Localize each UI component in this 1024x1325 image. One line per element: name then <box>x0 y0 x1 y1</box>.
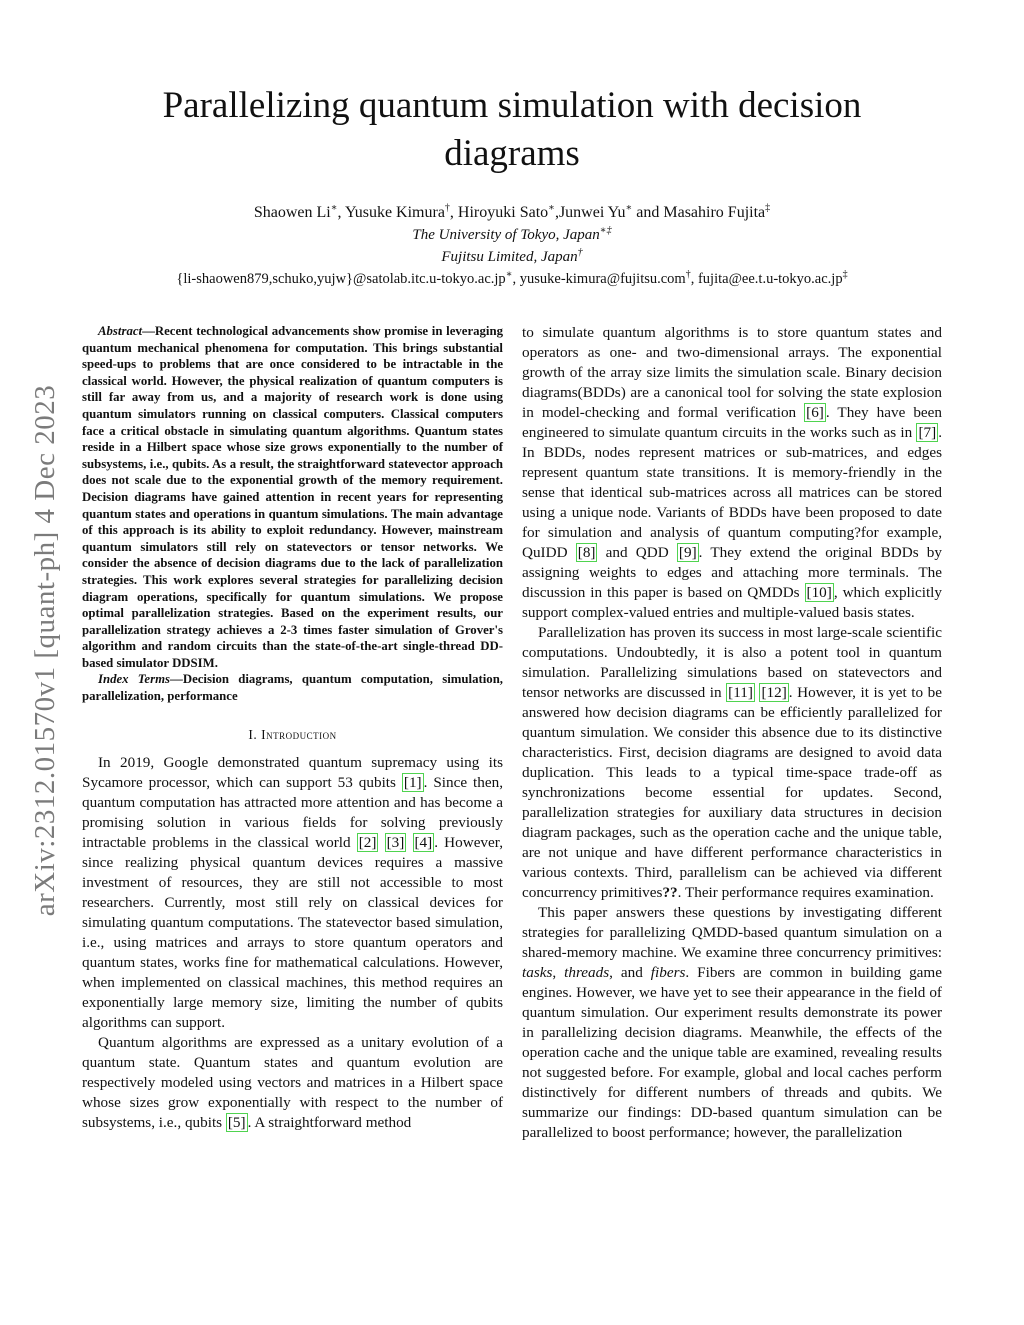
email-text: {li-shaowen879,schuko,yujw}@satolab.itc.u-tokyo.ac.jp <box>176 271 506 287</box>
right-paragraph-2 <box>522 623 942 903</box>
text-run: . In BDDs, nodes represent matrices or sub-matrices, and edges represent quantum state transitions. It is memory-friendly in the sense that identical sub-matrices across all matrices can be stored using a unique node. Variants of BDDs have been proposed to date for simulation and analysis of quantum computing?for example, QuIDD <box>522 424 942 561</box>
email-mark: † <box>685 269 691 281</box>
citation-link[interactable]: [12] <box>761 684 787 701</box>
affiliation-fujitsu <box>80 246 944 268</box>
right-paragraph-1 <box>522 323 942 623</box>
index-terms-label: Index Terms <box>98 672 171 687</box>
section-heading-introduction <box>82 727 503 743</box>
affiliation-tokyo <box>80 224 944 246</box>
abstract <box>82 323 503 671</box>
author-mark: ∗ <box>548 202 555 214</box>
author-mark: † <box>444 202 450 214</box>
affiliation-mark: ∗‡ <box>599 225 612 236</box>
email-mark: ∗ <box>505 269 513 281</box>
author-block <box>80 202 944 290</box>
citation-link[interactable]: [1] <box>403 773 422 791</box>
author-name: Hiroyuki Sato <box>457 204 549 221</box>
citation-link[interactable]: [5] <box>227 1113 246 1131</box>
author-separator: and <box>632 204 664 221</box>
text-run: , which explicitly support complex-valued entries and multiple-valued basis states. <box>522 584 942 621</box>
citation-link[interactable]: [3] <box>386 833 405 851</box>
intro-paragraph-1 <box>82 753 503 1033</box>
email-text: yusuke-kimura@fujitsu.com <box>519 271 686 287</box>
term-threads: threads <box>564 964 610 981</box>
left-column <box>82 323 503 1133</box>
section-number: I. <box>248 726 262 742</box>
author-name: Yusuke Kimura <box>344 204 445 221</box>
affiliation-text: The University of Tokyo, Japan <box>412 227 600 243</box>
citation-link[interactable]: [8] <box>577 544 596 561</box>
intro-paragraph-2 <box>82 1033 503 1133</box>
text-run: . However, it is yet to be answered how decision diagrams can be efficiently parallelized for quantum simulation. We consider this absence due to its distinctive characteristics. First, decision diagrams are designed to avoid data duplication. This leads to a typical time-space trade-off as synchronizations become essential for updates. Second, parallelization strategies for auxiliary data structures in decision diagram packages, such as the operation cache and the unique table, are not unique and have different performance characteristics in various contexts. Third, parallelism can be achieved via different concurrency primitives <box>522 684 943 901</box>
term-fibers: fibers <box>650 964 686 981</box>
author-mark: ∗ <box>330 202 338 214</box>
affiliation-mark: † <box>577 247 583 258</box>
paper-title: Parallelizing quantum simulation with decision diagrams <box>162 85 862 174</box>
right-column <box>522 323 942 1143</box>
index-terms-text: Decision diagrams, quantum computation, simulation, parallelization, performance <box>82 672 504 704</box>
text-run: . A straightforward method <box>247 1113 412 1131</box>
term-tasks: tasks <box>522 964 553 981</box>
text-run: This paper answers these questions by investigating different strategies for parallelizing QMDD-based quantum simulation on a shared-memory machine. We examine three concurrency primitives: <box>522 904 942 961</box>
abstract-text: Recent technological advancements show promise in leveraging quantum mechanical phenomena for computation. This brings substantial speed-ups to problems that are once considered to be intractable in the classical world. However, the physical realization of quantum computers is still far away from us, and a majority of research work is done using quantum simulators running on classical computers. Classical computers face a critical obstacle in simulating quantum algorithms. Quantum states reside in a Hilbert space whose size grows exponentially to the number of subsystems, i.e., qubits. As a result, the straightforward statevector approach does not scale due to the exponential growth of the memory requirement. Decision diagrams have gained attention in recent years for representing quantum states and operations in quantum simulations. The main advantage of this approach is its ability to exploit redundancy. However, mainstream quantum simulators still rely on statevectors or tensor networks. We consider the absence of decision diagrams due to the lack of parallelization strategies. This work explores several strategies for parallelizing decision diagram operations, specifically for quantum simulations. We propose optimal parallelization strategies. Based on the experiment results, our parallelization strategy achieves a 2-3 times faster simulation of Grover's algorithm and random circuits than the state-of-the-art single-thread DD-based simulator DDSIM. <box>82 324 503 670</box>
author-separator: , <box>449 204 458 221</box>
missing-reference: ?? <box>662 884 678 901</box>
email-mark: ‡ <box>842 269 848 281</box>
author-mark: ‡ <box>765 202 771 214</box>
citation-link[interactable]: [4] <box>414 833 433 851</box>
email-text: fujita@ee.t.u-tokyo.ac.jp <box>697 271 843 287</box>
right-paragraph-3 <box>522 903 942 1143</box>
author-name: Masahiro Fujita <box>663 204 766 221</box>
citation-link[interactable]: [11] <box>728 684 753 701</box>
abstract-label: Abstract <box>98 324 143 338</box>
index-terms <box>82 671 503 704</box>
text-run: . They extend the original BDDs by assigning weights to edges and attaching more terminals. The discussion in this paper is based on QMDDs <box>522 544 942 601</box>
author-name: Junwei Yu <box>558 204 626 221</box>
arxiv-side-stamp <box>26 345 66 955</box>
citation-link[interactable]: [9] <box>678 544 697 561</box>
citation-link[interactable]: [2] <box>358 833 377 851</box>
text-run: . Fibers are common in building game engines. However, we have yet to see their appearance in the field of quantum simulation. Our experiment results demonstrate its power in parallelizing decision diagrams. Meanwhile, the effects of the operation cache and the unique table are examined, revealing results not suggested before. For example, global and local caches perform distinctively for different numbers of threads and qubits. We summarize our findings: DD-based quantum simulation can be parallelized to boost performance; however, the parallelization <box>522 964 942 1141</box>
arxiv-identifier: arXiv:2312.01570v1 [quant-ph] 4 Dec 2023 <box>29 384 62 916</box>
text-run: Quantum algorithms are expressed as a unitary evolution of a quantum state. Quantum states and quantum evolution are respectively modeled using vectors and matrices in a Hilbert space whose sizes grow exponentially with respect to the number of subsystems, i.e., qubits <box>82 1033 503 1131</box>
text-run: , <box>552 964 565 981</box>
index-terms-dash: — <box>170 672 183 687</box>
text-run: and QDD <box>597 544 677 561</box>
text-run: . They have been engineered to simulate quantum circuits in the works such as in <box>522 404 942 441</box>
author-mark: ∗ <box>625 202 633 214</box>
text-run: , and <box>609 964 651 981</box>
text-run: In 2019, Google demonstrated quantum supremacy using its Sycamore processor, which can support 53 qubits <box>82 753 503 791</box>
author-name: Shaowen Li <box>253 204 331 221</box>
author-names: Shaowen Li∗, Yusuke Kimura†, Hiroyuki Sato∗,Junwei Yu∗ and Masahiro Fujita‡ <box>253 202 771 221</box>
citation-link[interactable]: [7] <box>918 424 937 441</box>
author-emails: {li-shaowen879,schuko,yujw}@satolab.itc.u-tokyo.ac.jp∗, yusuke-kimura@fujitsu.com†, fujita@ee.t.u-tokyo.ac.jp‡ <box>176 269 848 287</box>
text-run: . Their performance requires examination. <box>677 884 934 901</box>
citation-link[interactable]: [10] <box>806 584 832 601</box>
text-run: Parallelization has proven its success in most large-scale scientific computations. Undoubtedly, it is also a potent tool in quantum simulation. Parallelizing simulations based on statevectors and tensor networks are discussed in <box>522 624 942 701</box>
affiliation-text: Fujitsu Limited, Japan <box>441 249 578 265</box>
section-title: Introduction <box>261 726 337 742</box>
citation-link[interactable]: [6] <box>806 404 824 421</box>
text-run: to simulate quantum algorithms is to store quantum states and operators as one- and two-dimensional arrays. The exponential growth of the array size limits the simulation scale. Binary decision diagrams(BDDs) are a canonical tool for solving the state explosion in model-checking and formal verification <box>522 324 942 421</box>
text-run: . However, since realizing physical quantum devices requires a massive investment of resources, they are still not accessible to most researchers. Currently, most still rely on classical devices for simulating quantum computations. The statevector based simulation, i.e., using matrices and arrays to store quantum operators and quantum states, works fine for mathematical calculations. However, when implemented on classical machines, this method requires an exponentially large memory size, limiting the number of qubits algorithms can support. <box>82 833 504 1031</box>
abstract-dash: — <box>142 324 155 338</box>
author-separator: , <box>337 204 345 221</box>
text-run: . Since then, quantum computation has attracted more attention and has become a promising solution in various fields for solving previously intractable problems in the classical world <box>82 773 504 851</box>
